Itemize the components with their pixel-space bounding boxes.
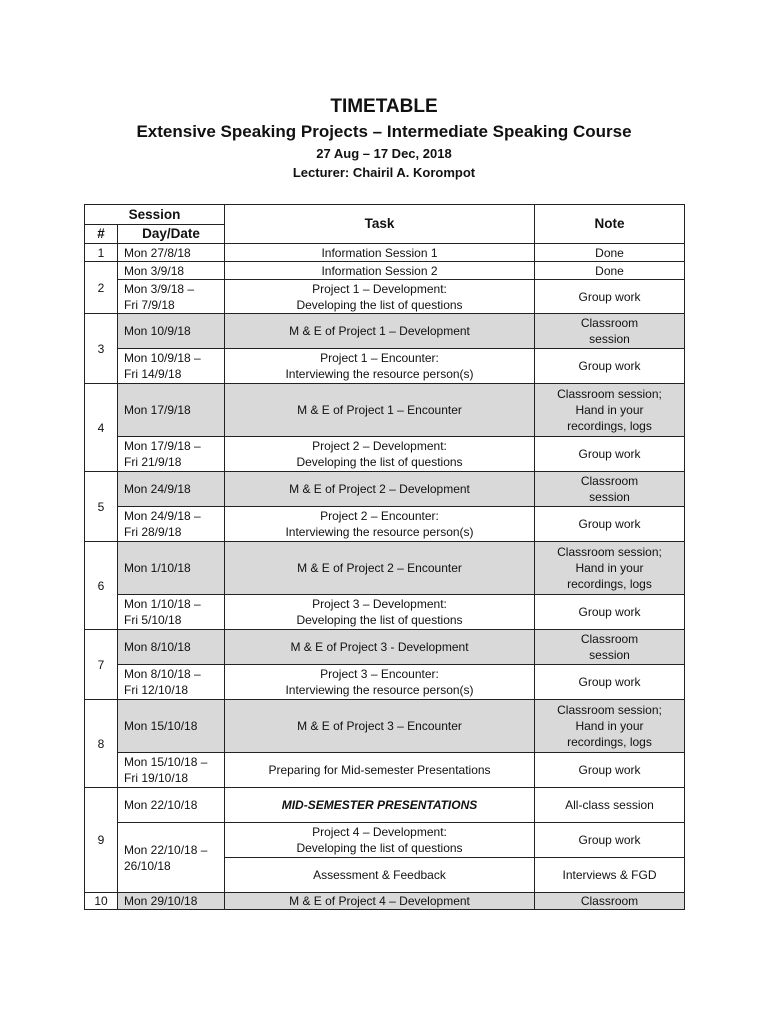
table-row [85, 788, 685, 823]
session-note: Group work [535, 665, 685, 700]
session-task: M & E of Project 2 – Encounter [225, 542, 535, 595]
table-row [85, 472, 685, 507]
table-row [85, 630, 685, 665]
session-task: Project 3 – Development: Developing the list of questions [225, 595, 535, 630]
session-task: MID-SEMESTER PRESENTATIONS [225, 788, 535, 823]
session-note: Group work [535, 753, 685, 788]
session-note: Classroom session [535, 472, 685, 507]
session-date: Mon 10/9/18 [118, 314, 225, 349]
session-task: Project 1 – Encounter: Interviewing the resource person(s) [225, 349, 535, 384]
session-task: M & E of Project 3 - Development [225, 630, 535, 665]
session-note: Classroom [535, 893, 685, 910]
daydate-header: Day/Date [118, 225, 225, 244]
session-header: Session [85, 205, 225, 225]
table-row [85, 893, 685, 910]
session-note: Done [535, 262, 685, 280]
session-number: 4 [85, 384, 118, 472]
session-date: Mon 15/10/18 [118, 700, 225, 753]
session-task: M & E of Project 1 – Development [225, 314, 535, 349]
session-note: Group work [535, 349, 685, 384]
session-date: Mon 1/10/18 [118, 542, 225, 595]
session-note: Classroom session; Hand in your recordings, logs [535, 384, 685, 437]
session-date: Mon 24/9/18 – Fri 28/9/18 [118, 507, 225, 542]
session-task: Information Session 2 [225, 262, 535, 280]
session-note: Group work [535, 595, 685, 630]
session-task: M & E of Project 1 – Encounter [225, 384, 535, 437]
session-task: M & E of Project 3 – Encounter [225, 700, 535, 753]
session-date: Mon 24/9/18 [118, 472, 225, 507]
session-number: 9 [85, 788, 118, 893]
session-note: Group work [535, 507, 685, 542]
session-task: Project 1 – Development: Developing the list of questions [225, 280, 535, 314]
session-date: Mon 8/10/18 – Fri 12/10/18 [118, 665, 225, 700]
session-task: Project 4 – Development: Developing the list of questions [225, 823, 535, 858]
table-row [85, 542, 685, 595]
document-title: TIMETABLE [330, 96, 438, 117]
session-note: Classroom session [535, 314, 685, 349]
session-date: Mon 1/10/18 – Fri 5/10/18 [118, 595, 225, 630]
course-dates: 27 Aug – 17 Dec, 2018 [316, 146, 452, 161]
table-row [85, 314, 685, 349]
session-date: Mon 15/10/18 – Fri 19/10/18 [118, 753, 225, 788]
session-number: 6 [85, 542, 118, 630]
table-row [85, 665, 685, 700]
session-date: Mon 3/9/18 – Fri 7/9/18 [118, 280, 225, 314]
session-number: 5 [85, 472, 118, 542]
session-note: Group work [535, 437, 685, 472]
session-number: 1 [85, 244, 118, 262]
session-date: Mon 17/9/18 – Fri 21/9/18 [118, 437, 225, 472]
lecturer-name: Lecturer: Chairil A. Korompot [292, 165, 476, 180]
table-row [85, 262, 685, 280]
session-task: Preparing for Mid-semester Presentations [225, 753, 535, 788]
table-row [85, 280, 685, 314]
table-row [85, 384, 685, 437]
session-date: Mon 8/10/18 [118, 630, 225, 665]
session-task: Information Session 1 [225, 244, 535, 262]
table-row [85, 700, 685, 753]
session-task: Project 2 – Development: Developing the list of questions [225, 437, 535, 472]
session-date: Mon 22/10/18 – 26/10/18 [118, 823, 225, 893]
session-task: M & E of Project 2 – Development [225, 472, 535, 507]
table-row [85, 595, 685, 630]
session-note: Classroom session; Hand in your recordings, logs [535, 700, 685, 753]
course-title: Extensive Speaking Projects – Intermediate Speaking Course [136, 122, 632, 141]
session-date: Mon 29/10/18 [118, 893, 225, 910]
number-header: # [85, 225, 118, 244]
table-row [85, 753, 685, 788]
session-task: Project 3 – Encounter: Interviewing the resource person(s) [225, 665, 535, 700]
session-number: 2 [85, 262, 118, 314]
session-note: Group work [535, 280, 685, 314]
session-task: M & E of Project 4 – Development [225, 893, 535, 910]
table-row [85, 244, 685, 262]
session-date: Mon 17/9/18 [118, 384, 225, 437]
session-date: Mon 22/10/18 [118, 788, 225, 823]
session-note: Classroom session [535, 630, 685, 665]
timetable [84, 204, 685, 910]
session-date: Mon 3/9/18 [118, 262, 225, 280]
session-note: Group work [535, 823, 685, 858]
session-date: Mon 10/9/18 – Fri 14/9/18 [118, 349, 225, 384]
session-task: Project 2 – Encounter: Interviewing the resource person(s) [225, 507, 535, 542]
table-row [85, 823, 685, 858]
session-date: Mon 27/8/18 [118, 244, 225, 262]
session-number: 10 [85, 893, 118, 910]
session-task: Assessment & Feedback [225, 858, 535, 893]
note-header: Note [535, 205, 685, 244]
table-row [85, 507, 685, 542]
table-row [85, 437, 685, 472]
session-note: Interviews & FGD [535, 858, 685, 893]
document-header [0, 94, 768, 182]
table-row [85, 349, 685, 384]
task-header: Task [225, 205, 535, 244]
session-number: 8 [85, 700, 118, 788]
session-number: 7 [85, 630, 118, 700]
session-note: All-class session [535, 788, 685, 823]
session-number: 3 [85, 314, 118, 384]
session-note: Classroom session; Hand in your recordings, logs [535, 542, 685, 595]
session-note: Done [535, 244, 685, 262]
